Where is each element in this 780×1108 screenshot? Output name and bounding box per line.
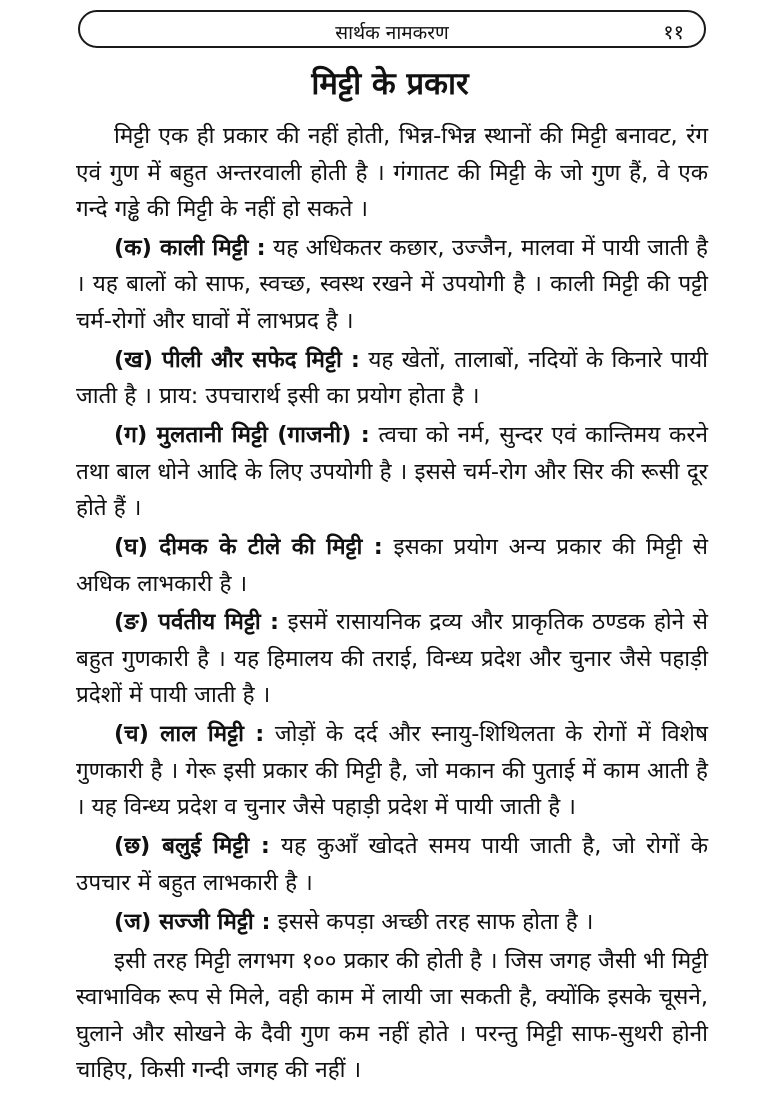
soil-type-heading: (च) लाल मिट्टी : [114, 721, 265, 748]
soil-type-paragraph [76, 342, 708, 415]
soil-type-paragraph [76, 230, 708, 340]
soil-type-heading: (ङ) पर्वतीय मिट्टी : [114, 609, 280, 636]
soil-type-heading: (ख) पीली और सफेद मिट्टी : [114, 346, 360, 373]
soil-type-heading: (छ) बलुई मिट्टी : [114, 833, 270, 860]
soil-type-paragraph [76, 417, 708, 527]
header-title: सार्थक नामकरण [335, 22, 449, 44]
soil-type-paragraph [76, 904, 708, 941]
soil-type-paragraph [76, 529, 708, 602]
soil-type-text: त्वचा को नर्म, सुन्दर एवं कान्तिमय करने तथा बाल धोने आदि के लिए उपयोगी है । इससे चर्म-रोग और सिर की रूसी दूर होते हैं । [76, 422, 709, 522]
soil-type-paragraph [76, 604, 708, 714]
soil-type-heading: (क) काली मिट्टी : [114, 234, 266, 261]
soil-type-heading: (घ) दीमक के टीले की मिट्टी : [114, 534, 383, 561]
page-number: ११ [663, 20, 684, 44]
running-header [78, 10, 706, 48]
intro-paragraph: मिट्टी एक ही प्रकार की नहीं होती, भिन्न-भिन्न स्थानों की मिट्टी बनावट, रंग एवं गुण में बहुत अन्तरवाली होती है । गंगातट की मिट्टी के जो गुण हैं, वे एक गन्दे गड्ढे की मिट्टी के नहीं हो सकते । [76, 123, 708, 222]
soil-type-text: यह अधिकतर कछार, उज्जैन, मालवा में पायी जाती है । यह बालों को साफ, स्वच्छ, स्वस्थ रखने में उपयोगी है । काली मिट्टी की पट्टी चर्म-रोगों और घावों में लाभप्रद है । [76, 234, 708, 334]
body-text [76, 118, 708, 1091]
soil-type-text: इसका प्रयोग अन्य प्रकार की मिट्टी से अधिक लाभकारी है । [76, 534, 709, 597]
page-title: मिट्टी के प्रकार [311, 66, 469, 102]
soil-type-text: इसमें रासायनिक द्रव्य और प्राकृतिक ठण्डक होने से बहुत गुणकारी है । यह हिमालय की तराई, विन्ध्य प्रदेश और चुनार जैसे पहाड़ी प्रदेशों में पायी जाती है । [76, 609, 708, 709]
soil-type-text: जोड़ों के दर्द और स्नायु-शिथिलता के रोगों में विशेष गुणकारी है । गेरू इसी प्रकार की मिट्टी है, जो मकान की पुताई में काम आती है । यह विन्ध्य प्रदेश व चुनार जैसे पहाड़ी प्रदेश में पायी जाती है । [76, 721, 708, 821]
soil-type-heading: (ग) मुलतानी मिट्टी (गाजनी) : [114, 422, 370, 449]
closing-paragraph: इसी तरह मिट्टी लगभग १०० प्रकार की होती है । जिस जगह जैसी भी मिट्टी स्वाभाविक रूप से मिले, वही काम में लायी जा सकती है, क्योंकि इसके चूसने, घुलाने और सोखने के दैवी गुण कम नहीं होते । परन्तु मिट्टी साफ-सुथरी होनी चाहिए, किसी गन्दी जगह की नहीं । [76, 947, 708, 1084]
soil-type-paragraph [76, 716, 708, 826]
soil-type-heading: (ज) सज्जी मिट्टी : [114, 908, 271, 935]
soil-type-text: यह कुआँ खोदते समय पायी जाती है, जो रोगों के उपचार में बहुत लाभकारी है । [76, 833, 708, 896]
soil-type-text: इससे कपड़ा अच्छी तरह साफ होता है । [277, 908, 594, 935]
soil-type-text: यह खेतों, तालाबों, नदियों के किनारे पायी जाती है । प्राय: उपचारार्थ इसी का प्रयोग होता है । [76, 346, 709, 410]
soil-type-paragraph [76, 828, 708, 901]
